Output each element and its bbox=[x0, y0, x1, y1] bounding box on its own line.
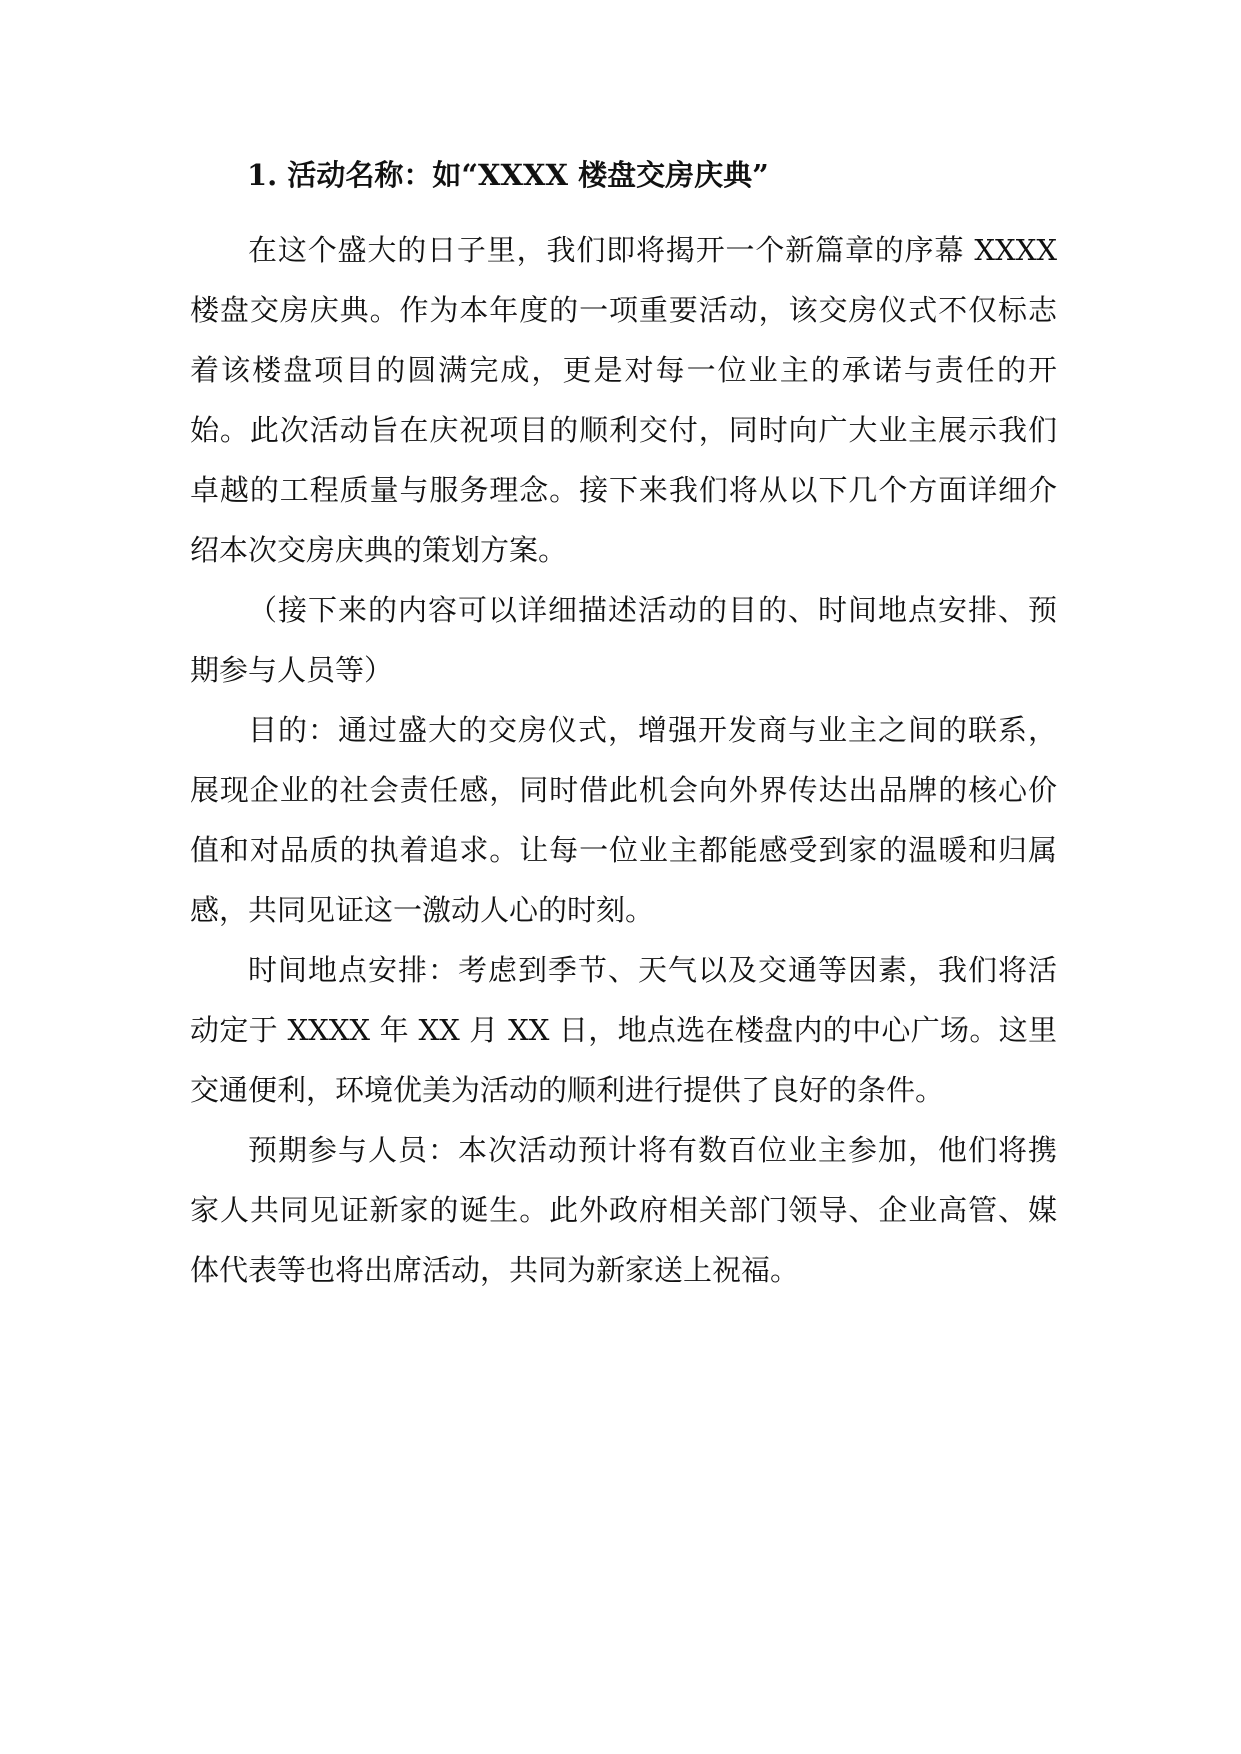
section-heading: 1. 活动名称：如“XXXX 楼盘交房庆典” bbox=[247, 158, 769, 192]
note-paragraph: （接下来的内容可以详细描述活动的目的、时间地点安排、预期参与人员等） bbox=[190, 593, 1057, 687]
intro-paragraph: 在这个盛大的日子里，我们即将揭开一个新篇章的序幕 XXXX 楼盘交房庆典。作为本年度的一项重要活动，该交房仪式不仅标志着该楼盘项目的圆满完成，更是对每一位业主的承诺与责任的开始。此次活动旨在庆祝项目的顺利交付，同时向广大业主展示我们卓越的工程质量与服务理念。接下来我们将从以下几个方面详细介绍本次交房庆典的策划方案。 bbox=[190, 233, 1057, 567]
schedule-paragraph: 时间地点安排：考虑到季节、天气以及交通等因素，我们将活动定于 XXXX 年 XX 月 XX 日，地点选在楼盘内的中心广场。这里交通便利，环境优美为活动的顺利进行提供了良好的条件。 bbox=[190, 953, 1057, 1107]
purpose-paragraph: 目的：通过盛大的交房仪式，增强开发商与业主之间的联系，展现企业的社会责任感，同时借此机会向外界传达出品牌的核心价值和对品质的执着追求。让每一位业主都能感受到家的温暖和归属感，共同见证这一激动人心的时刻。 bbox=[190, 713, 1057, 927]
attendees-paragraph: 预期参与人员：本次活动预计将有数百位业主参加，他们将携家人共同见证新家的诞生。此外政府相关部门领导、企业高管、媒体代表等也将出席活动，共同为新家送上祝福。 bbox=[190, 1133, 1057, 1287]
document-body bbox=[190, 220, 1057, 1300]
